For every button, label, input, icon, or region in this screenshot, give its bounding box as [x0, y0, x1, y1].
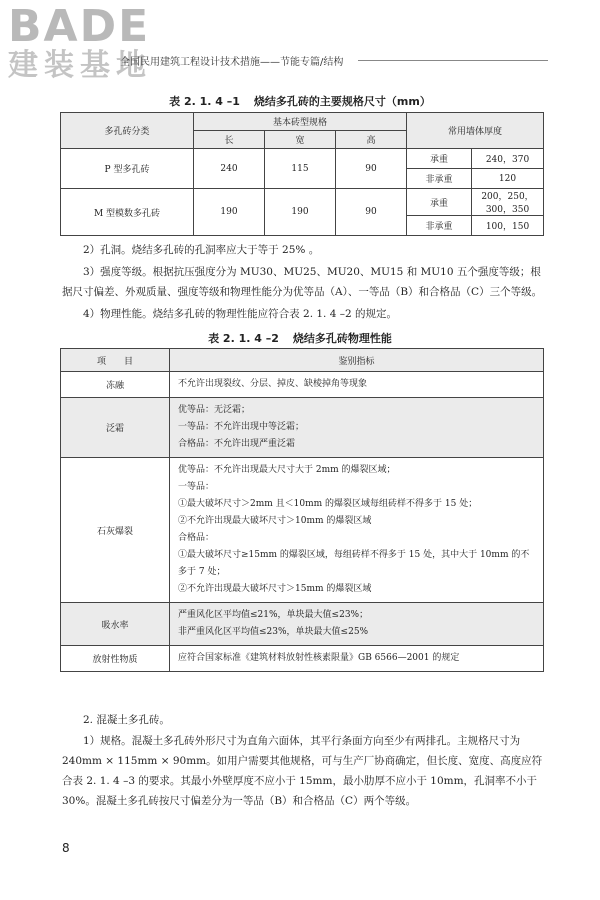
desc-line: ①最大破坏尺寸＞2mm 且＜10mm 的爆裂区域每组砖样不得多于 15 处； — [178, 499, 478, 509]
cell-item: 石灰爆裂 — [61, 458, 170, 603]
table1-header-type: 多孔砖分类 — [61, 113, 194, 149]
desc-line: 合格品： — [178, 533, 215, 543]
table-row — [61, 149, 544, 169]
table1-header-spec: 基本砖型规格 — [194, 113, 407, 131]
cell-thickness: 120 — [472, 169, 544, 189]
table-row — [61, 646, 544, 672]
cell-length: 190 — [194, 189, 265, 236]
cell-type: M 型模数多孔砖 — [61, 189, 194, 236]
cell-item: 泛霜 — [61, 398, 170, 458]
table2-caption-number: 表 2. 1. 4 –2 — [208, 332, 279, 345]
table-row — [61, 603, 544, 646]
table1-caption-title: 烧结多孔砖的主要规格尺寸（mm） — [253, 95, 431, 108]
cell-load: 非承重 — [407, 169, 472, 189]
paragraph-physical: 4）物理性能。烧结多孔砖的物理性能应符合表 2. 1. 4 –2 的规定。 — [83, 308, 398, 320]
cell-desc — [170, 372, 544, 398]
paragraph-porosity: 2）孔洞。烧结多孔砖的孔洞率应大于等于 25% 。 — [83, 244, 320, 256]
desc-line: 合格品：不允许出现严重泛霜 — [178, 439, 296, 449]
table2-caption-title: 烧结多孔砖物理性能 — [292, 332, 392, 345]
table2-header-item: 项 目 — [61, 349, 170, 372]
cell-desc — [170, 398, 544, 458]
physical-properties-table — [60, 348, 544, 672]
section-heading: 2. 混凝土多孔砖。 — [83, 714, 170, 726]
table1-caption-number: 表 2. 1. 4 –1 — [169, 95, 240, 108]
cell-thickness: 240，370 — [472, 149, 544, 169]
paragraph-concrete-spec: 1）规格。混凝土多孔砖外形尺寸为直角六面体，其平行条面方向至少有两排孔。主规格尺寸为 240mm × 115mm × 90mm。如用户需要其他规格，可与生产厂协商确定，但长度、宽度、高度应符合表 2. 1. 4 –3 的要求。其最小外壁厚度不应小于 15mm，最小肋厚不应小于 10mm，孔洞率不小于 30%。混凝土多孔砖按尺寸偏差分为一等品（B）和合格品（C）两个等级。 — [62, 735, 543, 807]
desc-line: 严重风化区平均值≤21%，单块最大值≤23%； — [178, 610, 369, 620]
table-row — [61, 458, 544, 603]
table-row — [61, 189, 544, 216]
desc-line: 优等品：无泛霜； — [178, 405, 251, 415]
table1-header-length: 长 — [194, 131, 265, 149]
desc-line: ②不允许出现最大破坏尺寸＞15mm 的爆裂区域 — [178, 584, 372, 594]
cell-width: 115 — [265, 149, 336, 189]
desc-line: ②不允许出现最大破坏尺寸＞10mm 的爆裂区域 — [178, 516, 372, 526]
cell-length: 240 — [194, 149, 265, 189]
logo — [8, 1, 188, 83]
cell-load: 承重 — [407, 189, 472, 216]
brick-spec-table — [60, 112, 544, 236]
cell-desc — [170, 603, 544, 646]
logo-text-cn: 建装基地 — [8, 48, 152, 83]
desc-line: ①最大破坏尺寸≥15mm 的爆裂区域，每组砖样不得多于 15 处，其中大于 10mm 的不多于 7 处； — [178, 550, 530, 577]
desc-line: 优等品：不允许出现最大尺寸大于 2mm 的爆裂区域； — [178, 465, 396, 475]
table1-caption — [0, 93, 600, 109]
table2-caption — [0, 330, 600, 346]
cell-height: 90 — [336, 149, 407, 189]
table1-header-width: 宽 — [265, 131, 336, 149]
cell-desc — [170, 646, 544, 672]
paragraph-strength: 3）强度等级。根据抗压强度分为 MU30、MU25、MU20、MU15 和 MU10 五个强度等级；根据尺寸偏差、外观质量、强度等级和物理性能分为优等品（A）、一等品（B）和合格品（C）三个等级。 — [62, 266, 543, 298]
table1-header-wall: 常用墙体厚度 — [407, 113, 544, 149]
desc-line: 不允许出现裂纹、分层、掉皮、缺棱掉角等现象 — [178, 379, 368, 389]
cell-type: P 型多孔砖 — [61, 149, 194, 189]
desc-line: 一等品： — [178, 482, 215, 492]
table-row — [61, 398, 544, 458]
cell-item: 吸水率 — [61, 603, 170, 646]
header-rule — [358, 60, 548, 61]
cell-desc — [170, 458, 544, 603]
page-number: 8 — [62, 841, 70, 855]
table-row — [61, 372, 544, 398]
running-header: 全国民用建筑工程设计技术措施——节能专篇/结构 — [120, 57, 344, 68]
table2-header-index: 鉴别指标 — [170, 349, 544, 372]
cell-item: 放射性物质 — [61, 646, 170, 672]
desc-line: 一等品：不允许出现中等泛霜； — [178, 422, 305, 432]
cell-thickness: 100，150 — [472, 216, 544, 236]
desc-line: 应符合国家标准《建筑材料放射性核素限量》GB 6566—2001 的规定 — [178, 653, 460, 663]
desc-line: 非严重风化区平均值≤23%，单块最大值≤25% — [178, 627, 369, 637]
cell-load: 非承重 — [407, 216, 472, 236]
cell-height: 90 — [336, 189, 407, 236]
cell-load: 承重 — [407, 149, 472, 169]
cell-item: 冻融 — [61, 372, 170, 398]
logo-text-en: BADE — [8, 1, 151, 52]
cell-thickness: 200，250，300，350 — [472, 189, 544, 216]
cell-width: 190 — [265, 189, 336, 236]
table1-header-height: 高 — [336, 131, 407, 149]
